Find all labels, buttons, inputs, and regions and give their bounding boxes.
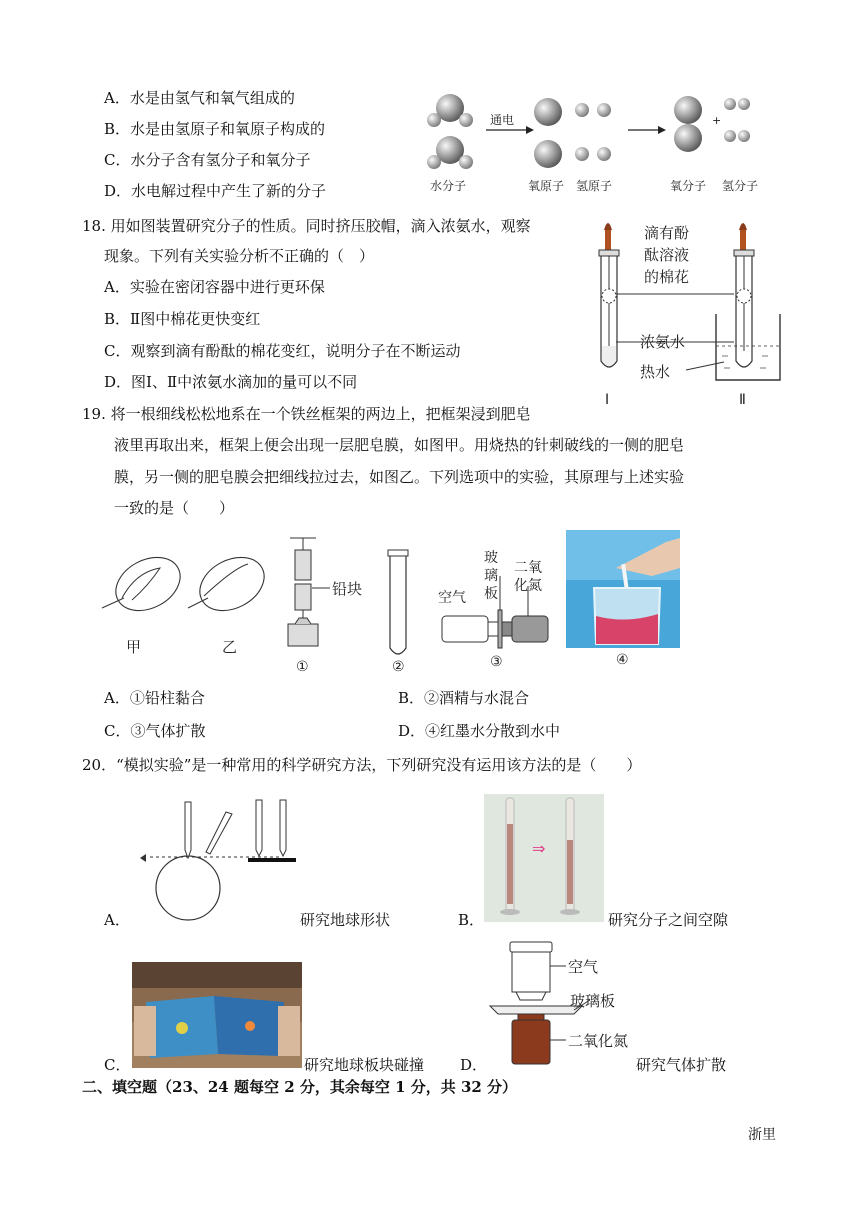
label-fig3: ③ [490,654,503,670]
q20-stem: 20．“模拟实验”是一种常用的科学研究方法，下列研究没有运用该方法的是（ ） [82,756,642,774]
q18-ammonia-figure [592,216,792,408]
q20-option-a-letter: A． [104,911,130,929]
q20-option-c-text: 研究地球板块碰撞 [304,1056,425,1074]
oxygen-atom-label: 氧原子 [528,179,565,193]
q18-stem-line2: 现象。下列有关实验分析不正确的（ ） [104,247,375,265]
label-glass-2: 璃 [484,568,498,584]
q20-plate-collision-photo [132,962,302,1068]
q19-figures [96,528,696,678]
label-fig4: ④ [616,652,629,668]
q17-electrolysis-figure [420,84,770,196]
q18-option-d: D．图Ⅰ、Ⅱ中浓氨水滴加的量可以不同 [104,373,358,391]
q19-option-c: C．③气体扩散 [104,722,206,740]
q20-option-a-text: 研究地球形状 [300,911,391,929]
electrolysis-arrow-label: 通电 [490,113,515,127]
q18-stem-line1: 18. 用如图装置研究分子的性质。同时挤压胶帽，滴入浓氨水，观察 [82,217,531,235]
hydrogen-atom-label: 氢原子 [576,179,613,193]
section2-title: 二、填空题（23、24 题每空 2 分，其余每空 1 分，共 32 分） [82,1078,518,1096]
label-cotton-line1: 滴有酚 [644,224,690,242]
label-no2-2: 化氮 [514,578,542,594]
red-ink-photo [566,530,680,648]
label-cotton-line2: 酞溶液 [644,246,690,264]
fig-i-label: Ⅰ [605,392,610,408]
q17-option-c: C．水分子含有氢分子和氧分子 [104,151,311,169]
q18-option-a: A．实验在密闭容器中进行更环保 [104,278,325,296]
fig-ii-label: Ⅱ [739,392,746,408]
soap-film-jia [102,547,189,621]
q17-option-b: B．水是由氢原子和氧原子构成的 [104,120,326,138]
label-glass-3: 板 [484,586,498,602]
q20-molecule-gap-figure [484,794,604,922]
q19-option-d: D．④红墨水分散到水中 [398,722,561,740]
q18-option-c: C．观察到滴有酚酞的棉花变红，说明分子在不断运动 [104,342,461,360]
label-cotton-line3: 的棉花 [644,268,690,286]
oxygen-molecule-label: 氧分子 [670,179,707,193]
water-molecule-label: 水分子 [430,179,467,193]
q19-stem-line4: 一致的是（ ） [114,499,235,517]
label-hot-water: 热水 [640,363,671,381]
q20-earth-shape-figure [130,796,300,928]
soap-film-yi [188,547,273,621]
q19-option-a: A．①铅柱黏合 [104,689,205,707]
q20-option-d-letter: D． [460,1056,488,1074]
q19-stem-line1: 19. 将一根细线松松地系在一个铁丝框架的两边上，把框架浸到肥皂 [82,405,531,423]
label-air-d: 空气 [568,958,599,976]
plus-sign: + [712,114,722,127]
label-ammonia: 浓氨水 [640,333,686,351]
q17-option-a: A．水是由氢气和氧气组成的 [104,89,295,107]
label-glass-d: 玻璃板 [570,992,616,1010]
q17-option-d: D．水电解过程中产生了新的分子 [104,182,327,200]
label-lead-block: 铅块 [332,580,363,598]
label-glass-1: 玻 [484,550,498,566]
q20-option-d-text: 研究气体扩散 [636,1056,727,1074]
hydrogen-molecule-label: 氢分子 [722,179,759,193]
label-fig2: ② [392,659,405,675]
svg-text:⇒: ⇒ [532,839,546,858]
q20-option-b-letter: B． [458,911,485,929]
lead-block-apparatus [288,538,318,646]
label-fig1: ① [296,659,309,675]
q19-stem-line2: 液里再取出来，框架上便会出现一层肥皂膜，如图甲。用烧热的针刺破线的一侧的肥皂 [114,436,685,454]
label-no2-1: 二氧 [514,560,542,576]
label-jia: 甲 [126,638,142,656]
q19-option-b: B．②酒精与水混合 [398,689,530,707]
label-air-1: 空气 [438,590,466,606]
q20-gas-diffusion-figure [486,940,634,1070]
q18-option-b: B．Ⅱ图中棉花更快变红 [104,310,261,328]
q19-stem-line3: 膜，另一侧的肥皂膜会把细线拉过去，如图乙。下列选项中的实验，其原理与上述实验 [114,468,685,486]
label-no2-d: 二氧化氮 [568,1032,629,1050]
footer-text: 浙里 [748,1127,776,1143]
q20-option-b-text: 研究分子之间空隙 [608,911,729,929]
label-yi: 乙 [222,638,238,656]
q20-option-c-letter: C． [104,1056,131,1074]
